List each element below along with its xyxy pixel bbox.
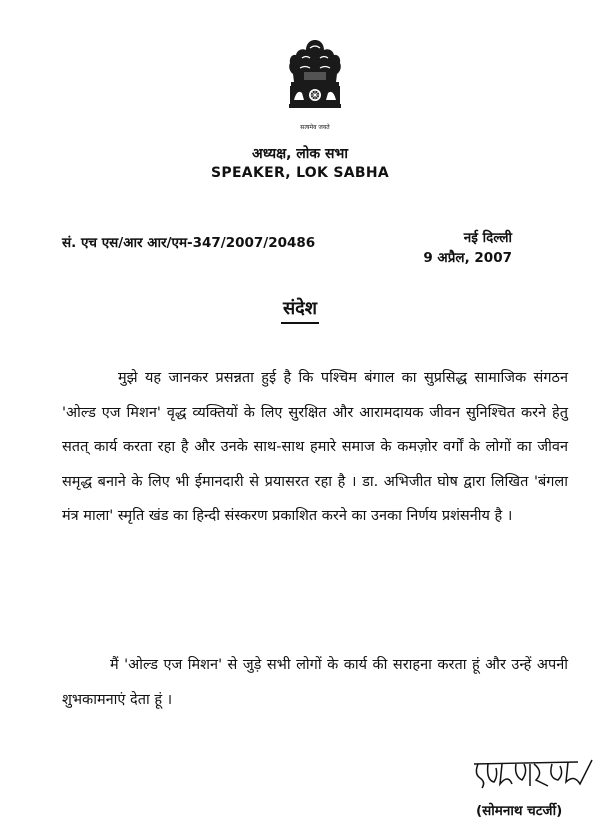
office-title-hindi: अध्यक्ष, लोक सभा [252,146,348,162]
national-emblem-icon [280,36,350,138]
message-paragraph-1: मुझे यह जानकर प्रसन्नता हुई है कि पश्चिम बंगाल का सुप्रसिद्ध सामाजिक संगठन 'ओल्ड एज मिशन' वृद्ध व्यक्तियों के लिए सुरक्षित और आरामदायक जीवन सुनिश्चित करने हेतु सतत् कार्य करता रहा है और उनके साथ-साथ हमारे समाज के कमज़ोर वर्गों के लोगों का जीवन समृद्ध बनाने के लिए भी ईमानदारी से प्रयासरत रहा है । डा. अभिजीत घोष द्वारा लिखित 'बंगला मंत्र माला' स्मृति खंड का हिन्दी संस्करण प्रकाशित करने का उनका निर्णय प्रशंसनीय है । [62,370,568,524]
place-date-block [423,228,512,268]
reference-number: सं. एच एस/आर आर/एम-347/2007/20486 [62,235,316,251]
office-title-english: SPEAKER, LOK SABHA [211,165,389,181]
signatory-name: (सोमनाथ चटर्जी) [476,803,563,819]
date: 9 अप्रैल, 2007 [423,250,512,266]
letterhead-office [0,145,600,183]
message-paragraph-2: मैं 'ओल्ड एज मिशन' से जुड़े सभी लोगों के कार्य की सराहना करता हूं और उन्हें अपनी शुभकामनाएं देता हूं । [62,657,568,708]
message-heading [0,296,600,320]
message-heading-text: संदेश [281,298,319,324]
emblem-motto: सत्यमेव जयते [300,124,330,131]
place: नई दिल्ली [463,230,512,246]
handwritten-signature [468,754,598,794]
